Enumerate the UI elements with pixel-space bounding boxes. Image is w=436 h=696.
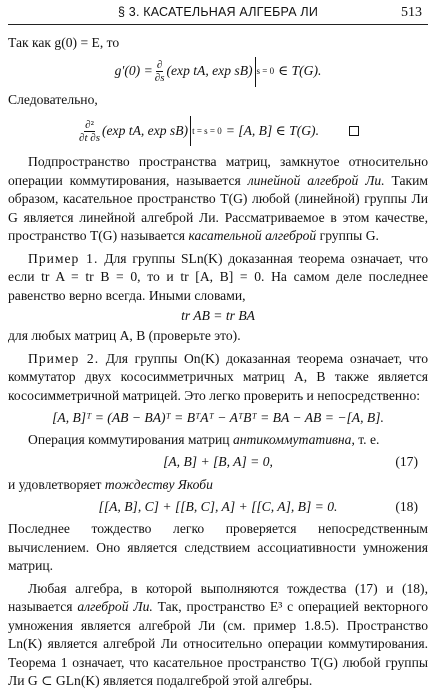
partial2-fraction: $\frac{\text{∂²}}{\partial t \partial s}$ (79, 118, 100, 144)
term-anticommutative: антикоммутативна (232, 432, 352, 447)
term-jacobi-identity: тождеству Якоби (104, 476, 213, 492)
example-2: Пример 2. Для группы On(K) доказанная теорема означает, что коммутатор двух кососимметричных матриц A, B также является кососимметричной матрицей. Это легко проверить и непосредственно: (8, 350, 428, 403)
running-header (8, 0, 428, 25)
end-of-proof-square (349, 126, 359, 136)
example-1-label: Пример 1. (28, 250, 99, 266)
term-linear-lie-algebra: линейной алгеброй Ли. (247, 172, 385, 188)
formula-18: [[A, B], C] + [[B, C], A] + [[C, A], B] = 0. (18) (8, 494, 428, 520)
paragraph-verification: Последнее тождество легко проверяется непосредственным вычислением. Оно является следствием ассоциативности умножения матриц. (8, 521, 428, 573)
partial-fraction: $\frac{\partial}{\partial s}$ (154, 59, 165, 84)
therefore-line: Следовательно, (8, 91, 98, 107)
equation-number-18: (18) (395, 498, 418, 514)
evaluation-bar (255, 57, 256, 87)
evaluation-bar-2 (190, 116, 191, 146)
jacobi-intro: и удовлетворяет тождеству Якоби (8, 476, 213, 492)
formula-derivative: g′(0) = $\frac{\partial}{\partial s}$ (exp tA, exp sB) s = 0 ∈ T(G). (8, 53, 428, 91)
formula-trace: tr AB = tr BA (181, 307, 255, 323)
formula-17: [A, B] + [B, A] = 0, (17) (8, 450, 428, 476)
formula-second-derivative: $\frac{\text{∂²}}{\partial t \partial s}$ (exp tA, exp sB) t = s = 0 = [A, B] ∈ T(G). (8, 109, 428, 153)
example-2-label: Пример 2. (28, 350, 100, 366)
section-title: § 3. КАСАТЕЛЬНАЯ АЛГЕБРА ЛИ (117, 4, 319, 19)
term-lie-algebra: алгеброй Ли. (77, 599, 153, 614)
example-1: Пример 1. Для группы SLn(K) доказанная теорема означает, что если tr A = tr B = 0, то и tr [A, B] = 0. На самом деле последнее равенство верно всегда. Иными словами, (8, 250, 428, 303)
equation-number-17: (17) (395, 454, 418, 470)
page-number: 513 (401, 5, 422, 20)
term-tangent-algebra: касательной алгеброй (188, 228, 317, 243)
formula-transpose: [A, B]ᵀ = (AB − BA)ᵀ = BᵀAᵀ − AᵀBᵀ = BA − AB = −[A, B]. (52, 409, 384, 425)
example-1-tail: для любых матриц A, B (проверьте это). (8, 328, 241, 343)
paragraph-anticommutative: Операция коммутирования матриц антикоммутативна, т. е. (28, 432, 380, 447)
paragraph-lie-definition: Подпространство пространства матриц, замкнутое относительно операции коммутирования, называется линейной алгеброй Ли. Таким образом, касательное пространство T(G) любой (линейной) группы Ли G является линейной алгеброй Ли. Рассматриваемое в этом качестве, пространство T(G) называется касательной алгеброй группы G. (8, 154, 428, 243)
intro-line: Так как g(0) = E, то (8, 35, 120, 50)
paragraph-lie-algebra: Любая алгебра, в которой выполняются тождества (17) и (18), называется алгеброй Ли. Так, пространство E³ с операцией векторного умножения является алгеброй Ли (см. пример 1.8.5). Пространство Ln(K) является алгеброй Ли относительно операции коммутирования. Теорема 1 означает, что касательное пространство T(G) любой группы Ли G ⊂ GLn(K) является подалгеброй этой алгебры. (8, 580, 428, 688)
